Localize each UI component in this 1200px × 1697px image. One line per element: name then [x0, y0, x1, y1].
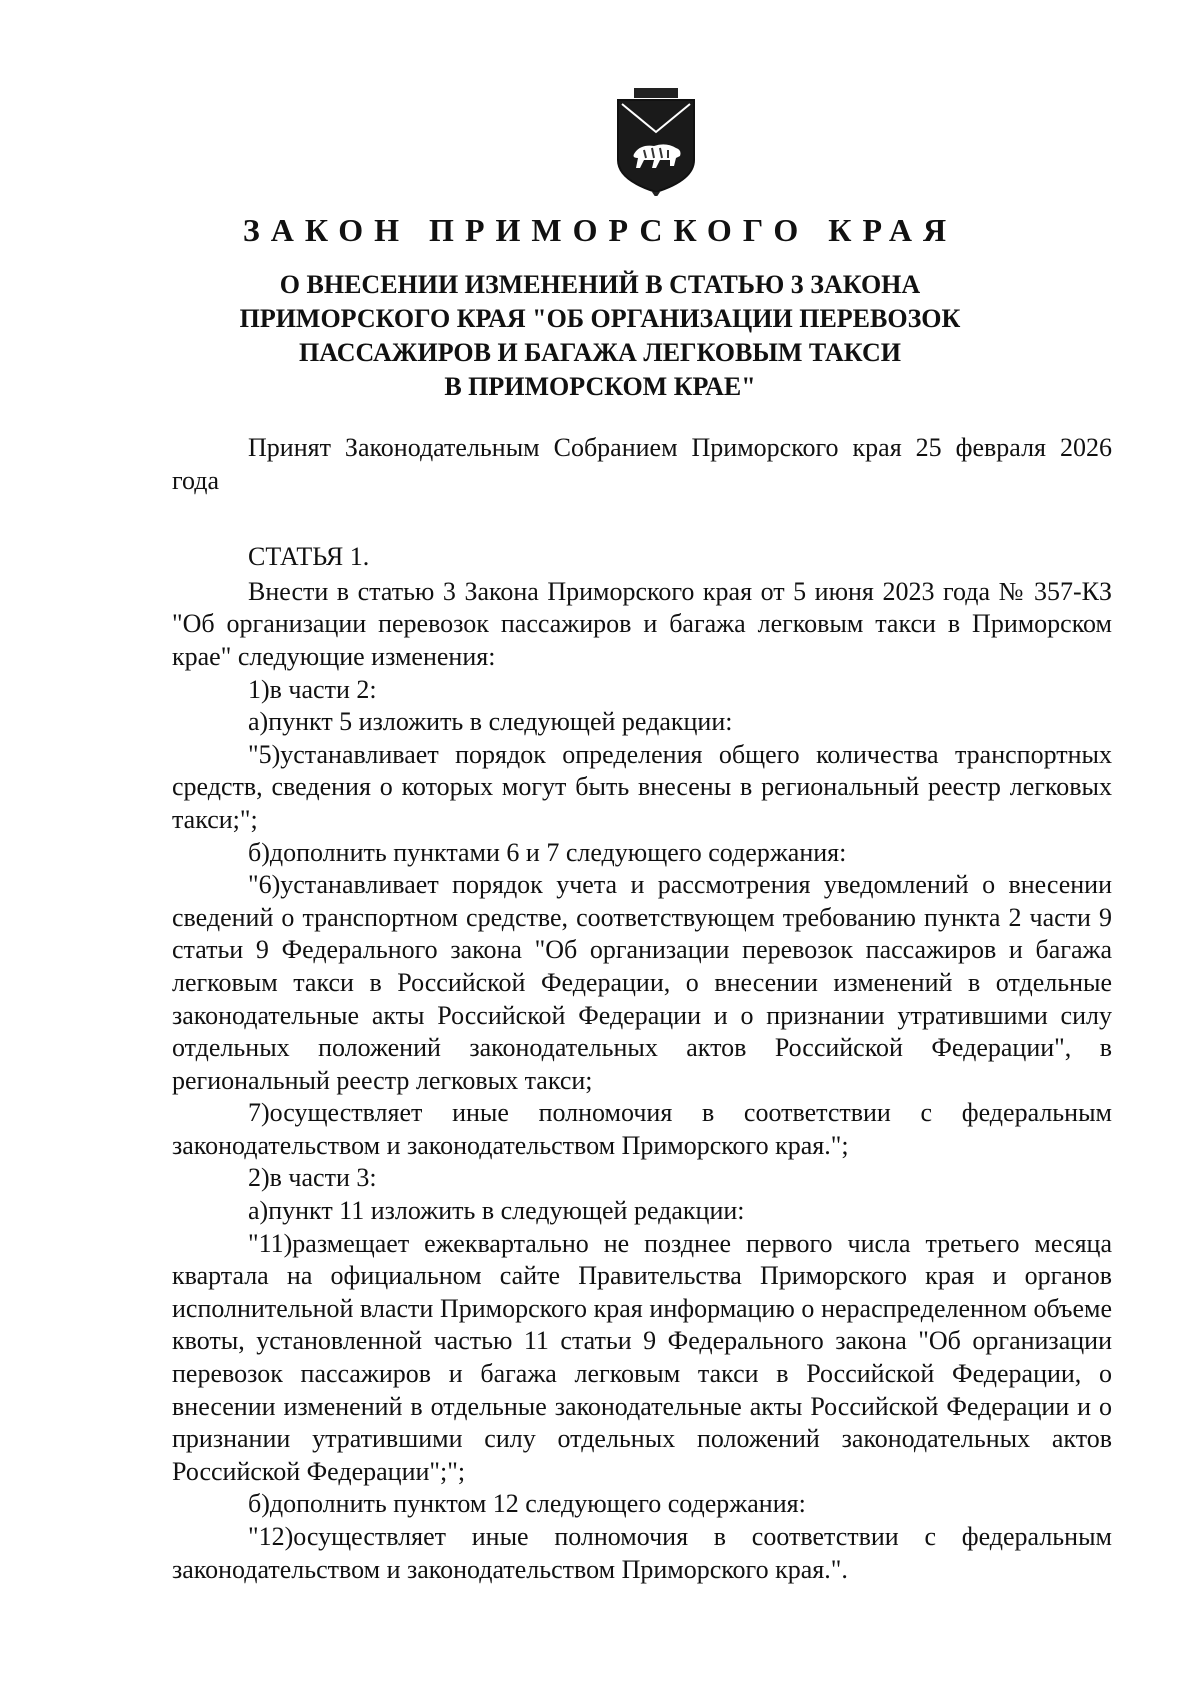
paragraph: б)дополнить пунктами 6 и 7 следующего содержания: — [248, 837, 847, 867]
paragraph: а)пункт 5 изложить в следующей редакции: — [248, 707, 733, 737]
paragraph: 2)в части 3: — [248, 1163, 377, 1193]
law-body — [172, 432, 1112, 1586]
paragraph: Внести в статью 3 Закона Приморского края от 5 июня 2023 года № 357-КЗ "Об организации перевозок пассажиров и багажа легковым такси в Приморском крае" следующие изменения: — [172, 576, 1112, 671]
subtitle-line: О ВНЕСЕНИИ ИЗМЕНЕНИЙ В СТАТЬЮ 3 ЗАКОНА — [279, 270, 921, 299]
article-heading: СТАТЬЯ 1. — [248, 542, 370, 572]
paragraph: 7)осуществляет иные полномочия в соответствии с федеральным законодательством и законодательством Приморского края."; — [172, 1098, 1112, 1160]
coat-of-arms-icon — [604, 88, 708, 196]
paragraph: а)пункт 11 изложить в следующей редакции: — [248, 1196, 745, 1226]
paragraph: 1)в части 2: — [248, 674, 377, 704]
paragraph: "5)устанавливает порядок определения общего количества транспортных средств, сведения о которых могут быть внесены в региональный реестр легковых такси;"; — [172, 739, 1112, 834]
subtitle-line: ПАССАЖИРОВ И БАГАЖА ЛЕГКОВЫМ ТАКСИ — [299, 338, 901, 367]
subtitle-line: В ПРИМОРСКОМ КРАЕ" — [444, 372, 756, 401]
law-subtitle — [150, 268, 1050, 404]
subtitle-line: ПРИМОРСКОГО КРАЯ "ОБ ОРГАНИЗАЦИИ ПЕРЕВОЗОК — [239, 304, 961, 333]
paragraph: б)дополнить пунктом 12 следующего содержания: — [248, 1489, 806, 1519]
paragraph: "11)размещает ежеквартально не позднее первого числа третьего месяца квартала на официальном сайте Правительства Приморского края и органов исполнительной власти Приморского края информацию о нераспределенном объеме квоты, установленной частью 11 статьи 9 Федерального закона "Об организации перевозок пассажиров и багажа легковым такси в Российской Федерации, о внесении изменений в отдельные законодательные акты Российской Федерации и о признании утратившими силу отдельных положений законодательных актов Российской Федерации";"; — [172, 1228, 1112, 1486]
law-title: ЗАКОН ПРИМОРСКОГО КРАЯ — [242, 212, 958, 248]
adoption-statement: Принят Законодательным Собранием Приморского края 25 февраля 2026 года — [172, 433, 1112, 495]
paragraph: "12)осуществляет иные полномочия в соответствии с федеральным законодательством и законодательством Приморского края.". — [172, 1522, 1112, 1584]
paragraph: "6)устанавливает порядок учета и рассмотрения уведомлений о внесении сведений о транспортном средстве, соответствующем требованию пункта 2 части 9 статьи 9 Федерального закона "Об организации перевозок пассажиров и багажа легковым такси в Российской Федерации, о внесении изменений в отдельные законодательные акты Российской Федерации и о признании утратившими силу отдельных положений законодательных актов Российской Федерации", в региональный реестр легковых такси; — [172, 870, 1112, 1095]
